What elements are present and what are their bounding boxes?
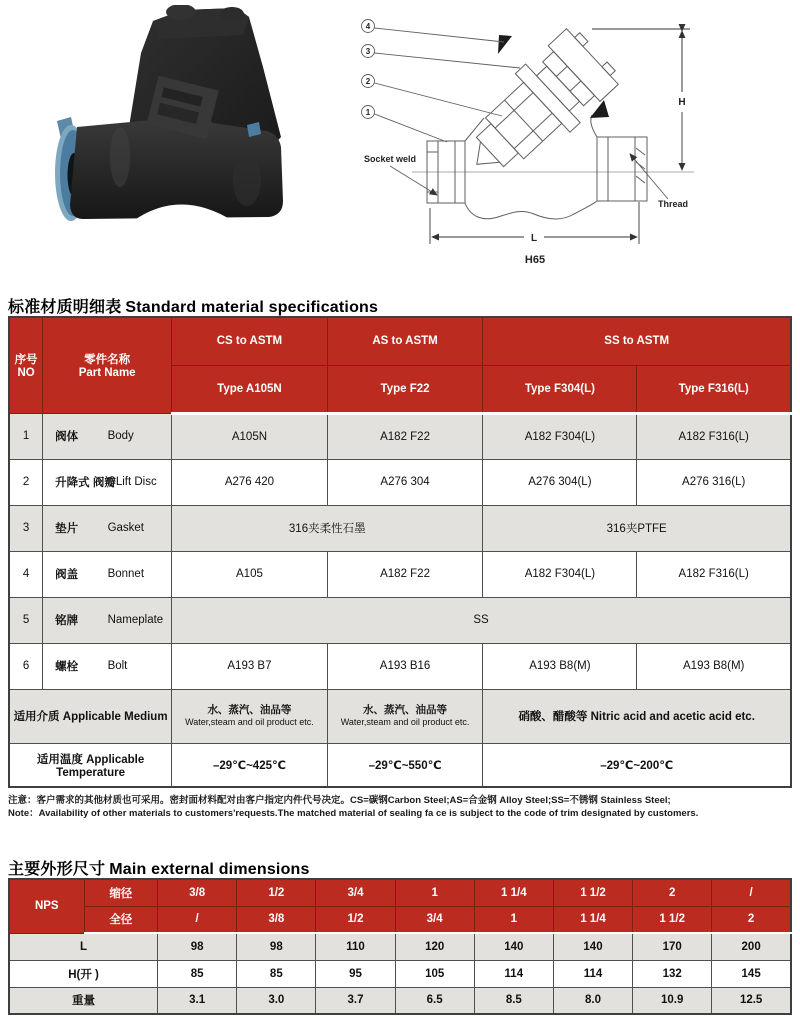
cell-merged: 316夹PTFE xyxy=(483,505,791,551)
value-cell: 110 xyxy=(316,933,395,960)
header-part-name xyxy=(43,317,172,413)
value-cell: 132 xyxy=(633,960,712,987)
row-label-weight: 重量 xyxy=(9,987,158,1014)
table-row-applicable-temperature xyxy=(9,743,791,787)
nps-header-row-reduced xyxy=(9,879,791,906)
cell-medium-cs: 水、蒸汽、油品等 Water,steam and oil product etc. xyxy=(172,689,328,743)
value-cell: 95 xyxy=(316,960,395,987)
value-cell: 10.9 xyxy=(633,987,712,1014)
socket-weld-label: Socket weld xyxy=(364,154,417,164)
size-cell: 3/8 xyxy=(237,906,316,933)
table-row-bolt xyxy=(9,643,791,689)
thread-label: Thread xyxy=(658,199,689,209)
row-no: 4 xyxy=(9,551,43,597)
valve-photo-shade xyxy=(233,154,261,206)
size-cell: 1 1/2 xyxy=(633,906,712,933)
material-table-title-en: Standard material specifications xyxy=(125,299,379,316)
cell-medium-ss: 硝酸、醋酸等 Nitric acid and acetic acid etc. xyxy=(483,689,791,743)
cell: A193 B7 xyxy=(172,643,328,689)
value-cell: 120 xyxy=(395,933,474,960)
header-row-groups xyxy=(9,317,791,365)
header-part-zh: 零件名称 xyxy=(84,354,131,367)
cell-temp-as: –29℃~550℃ xyxy=(327,743,483,787)
medium-label xyxy=(9,689,172,743)
size-cell: 3/8 xyxy=(158,879,237,906)
full-bore-label: 全径 xyxy=(84,906,158,933)
cell: A276 316(L) xyxy=(637,459,791,505)
header-group-as: AS to ASTM xyxy=(327,317,483,365)
dimensions-table-title-zh: 主要外形尺寸 xyxy=(8,861,106,878)
dimension-row-weight xyxy=(9,987,791,1014)
dimensions-table-title xyxy=(8,856,310,879)
value-cell: 3.0 xyxy=(237,987,316,1014)
valve-photo-cap-bump xyxy=(220,7,244,21)
size-cell: / xyxy=(158,906,237,933)
table-row-lift-disc xyxy=(9,459,791,505)
note-line-zh: 注意：客户需求的其他材质也可采用。密封面材料配对由客户指定内件代号决定。CS=碳钢Carbon Steel;AS=合金钢 Alloy Steel;SS=不锈钢 Stainless Steel; xyxy=(8,795,671,806)
header-no xyxy=(9,317,43,413)
right-port xyxy=(597,137,647,201)
table-row-applicable-medium xyxy=(9,689,791,743)
header-group-ss: SS to ASTM xyxy=(483,317,791,365)
nps-label: NPS xyxy=(9,879,84,933)
cell: A182 F316(L) xyxy=(637,413,791,459)
table-row-gasket xyxy=(9,505,791,551)
value-cell: 145 xyxy=(712,960,791,987)
part-name: 阀盖 Bonnet xyxy=(55,568,145,581)
cell: A182 F22 xyxy=(327,413,483,459)
row-no: 6 xyxy=(9,643,43,689)
value-cell: 3.7 xyxy=(316,987,395,1014)
value-cell: 85 xyxy=(158,960,237,987)
size-cell: 1/2 xyxy=(316,906,395,933)
cell: A182 F22 xyxy=(327,551,483,597)
row-label-H: H(开 ) xyxy=(9,960,158,987)
size-cell: 1 1/4 xyxy=(553,906,632,933)
value-cell: 12.5 xyxy=(712,987,791,1014)
value-cell: 98 xyxy=(237,933,316,960)
cell-temp-ss: –29℃~200℃ xyxy=(483,743,791,787)
cell: A182 F304(L) xyxy=(483,413,637,459)
row-no: 3 xyxy=(9,505,43,551)
material-spec-table xyxy=(8,316,792,788)
callout-3: 3 xyxy=(365,47,371,56)
size-cell: 3/4 xyxy=(395,906,474,933)
cell-temp-cs: –29℃~425℃ xyxy=(172,743,328,787)
valve-photo-highlight xyxy=(110,127,130,187)
temperature-label-en: Applicable Temperature xyxy=(56,753,145,779)
cell: A193 B8(M) xyxy=(637,643,791,689)
valve-photo xyxy=(35,5,315,257)
value-cell: 170 xyxy=(633,933,712,960)
callout-4: 4 xyxy=(365,22,371,31)
value-cell: 114 xyxy=(553,960,632,987)
dimensions-table xyxy=(8,878,792,1015)
value-cell: 105 xyxy=(395,960,474,987)
part-name: 铭牌 Nameplate xyxy=(55,614,164,627)
callout-1: 1 xyxy=(365,108,371,117)
dim-h-label: H xyxy=(678,97,686,108)
reduced-bore-label: 缩径 xyxy=(84,879,158,906)
page-header-figures xyxy=(0,0,800,290)
row-label-L: L xyxy=(9,933,158,960)
cell: A182 F316(L) xyxy=(637,551,791,597)
header-no-zh: 序号 xyxy=(14,354,38,367)
header-type-f22: Type F22 xyxy=(327,365,483,413)
value-cell: 114 xyxy=(474,960,553,987)
model-label: H65 xyxy=(524,254,546,266)
value-cell: 200 xyxy=(712,933,791,960)
part-name: 阀体 Body xyxy=(55,430,134,443)
dimensions-table-title-en: Main external dimensions xyxy=(109,861,310,878)
note-line-en: Note：Availability of other materials to customers'requests.The matched material of sealing fa ce is subject to the code of trim designated by customers. xyxy=(8,808,699,820)
header-type-f304l: Type F304(L) xyxy=(483,365,637,413)
row-no: 2 xyxy=(9,459,43,505)
medium-label-zh: 适用介质 xyxy=(13,711,60,723)
size-cell: 1/2 xyxy=(237,879,316,906)
cell: A193 B16 xyxy=(327,643,483,689)
table-row-bonnet xyxy=(9,551,791,597)
cell: A276 420 xyxy=(172,459,328,505)
cell: A182 F304(L) xyxy=(483,551,637,597)
size-cell: 2 xyxy=(633,879,712,906)
callout-2: 2 xyxy=(365,77,371,86)
size-cell: 2 xyxy=(712,906,791,933)
table-row-nameplate xyxy=(9,597,791,643)
temperature-label xyxy=(9,743,172,787)
dimension-row-H xyxy=(9,960,791,987)
part-name: 垫片 Gasket xyxy=(55,522,144,535)
dimension-row-L xyxy=(9,933,791,960)
temperature-label-zh: 适用温度 xyxy=(36,753,83,766)
medium-label-en: Applicable Medium xyxy=(62,711,168,723)
value-cell: 140 xyxy=(553,933,632,960)
header-part-en: Part Name xyxy=(78,367,136,380)
size-cell: 1 xyxy=(395,879,474,906)
header-type-f316l: Type F316(L) xyxy=(637,365,791,413)
table-notes xyxy=(8,794,792,821)
size-cell: 1 1/4 xyxy=(474,879,553,906)
cell-merged: 316夹柔性石墨 xyxy=(172,505,483,551)
cell-medium-as: 水、蒸汽、油品等 Water,steam and oil product etc. xyxy=(327,689,483,743)
value-cell: 6.5 xyxy=(395,987,474,1014)
part-name: 升降式 阀瓣 Lift Disc xyxy=(55,476,157,489)
value-cell: 85 xyxy=(237,960,316,987)
seal-wedge xyxy=(498,35,512,54)
seal-wedge xyxy=(590,100,609,118)
valve-drawing xyxy=(352,4,792,274)
header-group-cs: CS to ASTM xyxy=(172,317,328,365)
material-table-title xyxy=(8,294,378,317)
cell: A193 B8(M) xyxy=(483,643,637,689)
dim-l-label: L xyxy=(530,233,538,244)
size-cell: 1 xyxy=(474,906,553,933)
cell: A276 304 xyxy=(327,459,483,505)
nps-header-row-full xyxy=(9,906,791,933)
header-no-en: NO xyxy=(17,367,35,380)
table-row-body xyxy=(9,413,791,459)
header-type-a105n: Type A105N xyxy=(172,365,328,413)
value-cell: 98 xyxy=(158,933,237,960)
material-table-title-zh: 标准材质明细表 xyxy=(8,299,122,316)
cell: A105N xyxy=(172,413,328,459)
cell-merged: SS xyxy=(172,597,791,643)
cell: A276 304(L) xyxy=(483,459,637,505)
row-no: 5 xyxy=(9,597,43,643)
value-cell: 8.0 xyxy=(553,987,632,1014)
value-cell: 3.1 xyxy=(158,987,237,1014)
value-cell: 140 xyxy=(474,933,553,960)
cell: A105 xyxy=(172,551,328,597)
value-cell: 8.5 xyxy=(474,987,553,1014)
size-cell: 3/4 xyxy=(316,879,395,906)
size-cell: 1 1/2 xyxy=(553,879,632,906)
part-name: 螺栓 Bolt xyxy=(55,660,128,673)
size-cell: / xyxy=(712,879,791,906)
row-no: 1 xyxy=(9,413,43,459)
